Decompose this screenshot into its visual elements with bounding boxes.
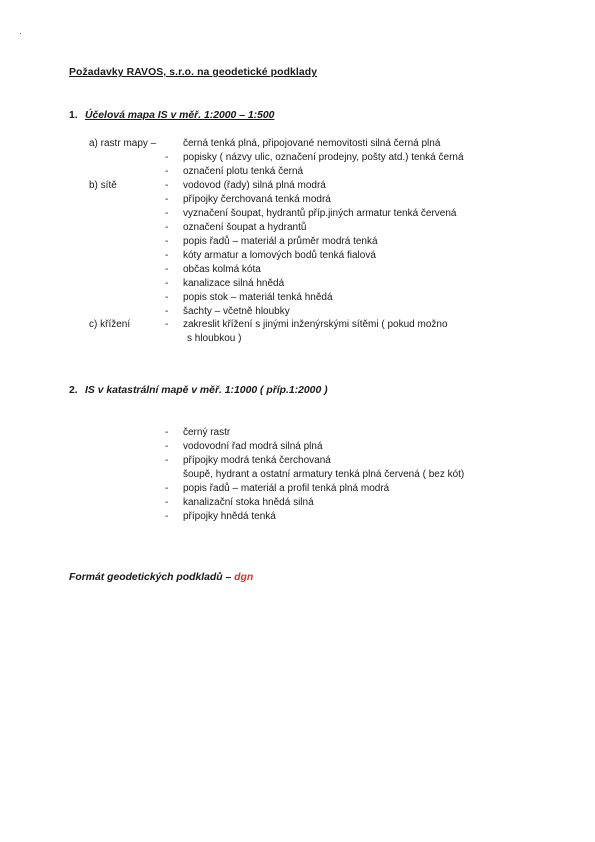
- group-a-label: a) rastr mapy –: [89, 138, 157, 149]
- dash: -: [165, 441, 169, 452]
- section-1-heading-text: Účelová mapa IS v měř. 1:2000 – 1:500: [85, 110, 275, 121]
- dash: -: [165, 455, 169, 466]
- page-title: Požadavky RAVOS, s.r.o. na geodetické podklady: [69, 67, 318, 78]
- dash: -: [165, 194, 169, 205]
- dash: -: [165, 250, 169, 261]
- dash: -: [165, 497, 169, 508]
- list-item: šachty – včetně hloubky: [183, 306, 290, 317]
- dash: -: [165, 427, 169, 438]
- list-item: označení šoupat a hydrantů: [183, 222, 307, 233]
- dash: -: [165, 222, 169, 233]
- list-item: přípojky modrá tenká čerchovaná: [183, 455, 331, 466]
- list-item: šoupě, hydrant a ostatní armatury tenká plná červená ( bez kót): [183, 469, 465, 480]
- format-label: Formát geodetických podkladů –: [69, 572, 232, 583]
- scan-speck: [20, 33, 21, 34]
- list-item: vodovod (řady) silná plná modrá: [183, 180, 326, 191]
- section-2-heading-text: IS v katastrální mapě v měř. 1:1000 ( příp.1:2000 ): [85, 385, 328, 396]
- list-item: černý rastr: [183, 427, 231, 438]
- dash: -: [165, 180, 169, 191]
- list-item: přípojky hnědá tenká: [183, 511, 276, 522]
- dash: -: [165, 236, 169, 247]
- list-item: černá tenká plná, připojované nemovitosti silná černá plná: [183, 138, 441, 149]
- list-item: popisky ( názvy ulic, označení prodejny, pošty atd.) tenká černá: [183, 152, 464, 163]
- list-item: kanalizace silná hnědá: [183, 278, 285, 289]
- dash: -: [165, 152, 169, 163]
- list-item: kanalizační stoka hnědá silná: [183, 497, 314, 508]
- list-item: popis řadů – materiál a profil tenká plná modrá: [183, 483, 390, 494]
- format-value: dgn: [234, 572, 254, 583]
- list-item: vyznačení šoupat, hydrantů příp.jiných armatur tenká červená: [183, 208, 457, 219]
- list-item: popis řadů – materiál a průměr modrá tenká: [183, 236, 378, 247]
- dash: -: [165, 511, 169, 522]
- group-c-label: c) křížení: [89, 319, 131, 330]
- section-2-heading: [69, 385, 328, 396]
- dash: -: [165, 278, 169, 289]
- dash: -: [165, 483, 169, 494]
- list-item: zakreslit křížení s jinými inženýrskými sítěmi ( pokud možno: [183, 319, 448, 330]
- section-1-number: 1.: [69, 110, 78, 121]
- dash: -: [165, 264, 169, 275]
- list-item: kóty armatur a lomových bodů tenká fialová: [183, 250, 376, 261]
- dash: -: [165, 166, 169, 177]
- list-item: občas kolmá kóta: [183, 264, 261, 275]
- format-line: [69, 572, 253, 583]
- list-item: popis stok – materiál tenká hnědá: [183, 292, 333, 303]
- dash: -: [165, 319, 169, 330]
- list-item: vodovodní řad modrá silná plná: [183, 441, 323, 452]
- group-b-label: b) sítě: [89, 180, 117, 191]
- section-2-number: 2.: [69, 385, 78, 396]
- list-item: označení plotu tenká černá: [183, 166, 304, 177]
- dash: -: [165, 292, 169, 303]
- section-1-heading: [69, 110, 274, 121]
- dash: -: [165, 306, 169, 317]
- list-item: přípojky čerchovaná tenká modrá: [183, 194, 331, 205]
- list-item-continuation: s hloubkou ): [187, 333, 242, 344]
- dash: -: [165, 208, 169, 219]
